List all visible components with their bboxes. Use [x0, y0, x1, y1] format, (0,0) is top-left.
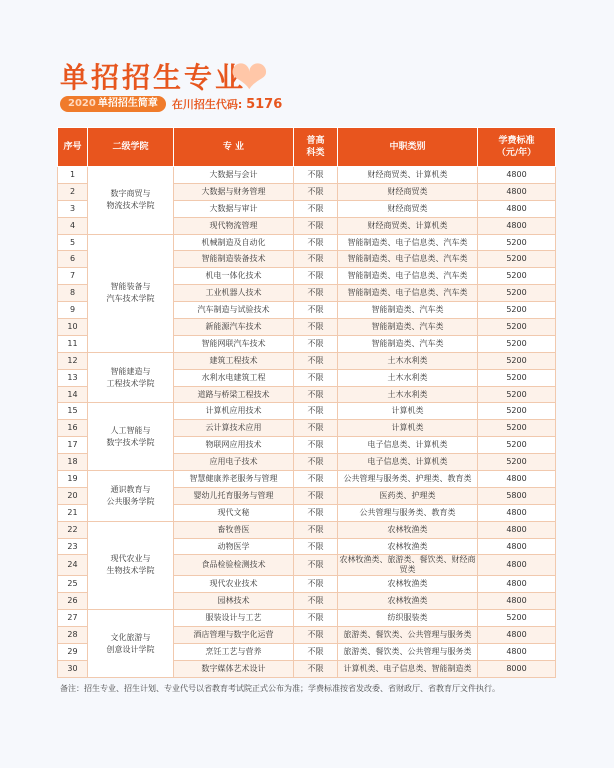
- cell-index: 21: [58, 504, 88, 521]
- cell-vocational: 纺织服装类: [338, 610, 478, 627]
- col-tuition-header: 学费标准 （元/年）: [478, 128, 556, 167]
- cell-tuition: 5200: [478, 454, 556, 471]
- cell-major: 服装设计与工艺: [174, 610, 294, 627]
- cell-tuition: 5200: [478, 437, 556, 454]
- cell-major: 道路与桥梁工程技术: [174, 386, 294, 403]
- cell-track: 不限: [294, 167, 338, 184]
- cell-track: 不限: [294, 403, 338, 420]
- table-row: [58, 234, 556, 251]
- cell-major: 大数据与审计: [174, 200, 294, 217]
- cell-tuition: 5200: [478, 285, 556, 302]
- subtitle-label: 单招招生简章: [97, 98, 158, 109]
- cell-vocational: 农林牧渔类: [338, 576, 478, 593]
- cell-index: 1: [58, 167, 88, 184]
- page-title: 单招招生专业: [60, 61, 247, 94]
- cell-tuition: 8000: [478, 660, 556, 677]
- cell-major: 大数据与财务管理: [174, 183, 294, 200]
- cell-major: 智慧健康养老服务与管理: [174, 471, 294, 488]
- cell-vocational: 农林牧渔类: [338, 538, 478, 555]
- cell-track: 不限: [294, 183, 338, 200]
- table-row: [58, 352, 556, 369]
- cell-track: 不限: [294, 504, 338, 521]
- cell-tuition: 5200: [478, 234, 556, 251]
- cell-tuition: 4800: [478, 538, 556, 555]
- cell-index: 6: [58, 251, 88, 268]
- cell-vocational: 医药类、护理类: [338, 487, 478, 504]
- cell-major: 工业机器人技术: [174, 285, 294, 302]
- cell-track: 不限: [294, 644, 338, 661]
- cell-index: 30: [58, 660, 88, 677]
- cell-major: 畜牧兽医: [174, 521, 294, 538]
- cell-track: 不限: [294, 627, 338, 644]
- cell-major: 机械制造及自动化: [174, 234, 294, 251]
- col-school-header: 二级学院: [88, 128, 174, 167]
- cell-tuition: 4800: [478, 183, 556, 200]
- cell-major: 现代物流管理: [174, 217, 294, 234]
- subtitle-pill: [60, 96, 166, 112]
- cell-track: 不限: [294, 386, 338, 403]
- cell-vocational: 智能制造类、汽车类: [338, 335, 478, 352]
- cell-vocational: 智能制造类、电子信息类、汽车类: [338, 268, 478, 285]
- cell-tuition: 5200: [478, 302, 556, 319]
- cell-vocational: 土木水利类: [338, 352, 478, 369]
- cell-tuition: 5200: [478, 352, 556, 369]
- cell-major: 大数据与会计: [174, 167, 294, 184]
- cell-vocational: 土木水利类: [338, 386, 478, 403]
- cell-index: 22: [58, 521, 88, 538]
- year-label: 2020: [68, 98, 96, 109]
- cell-track: 不限: [294, 471, 338, 488]
- cell-track: 不限: [294, 576, 338, 593]
- enrollment-code: [172, 96, 282, 112]
- cell-tuition: 5200: [478, 369, 556, 386]
- cell-vocational: 电子信息类、计算机类: [338, 454, 478, 471]
- cell-tuition: 4800: [478, 644, 556, 661]
- cell-school: 智能装备与 汽车技术学院: [88, 234, 174, 352]
- cell-track: 不限: [294, 610, 338, 627]
- cell-major: 新能源汽车技术: [174, 319, 294, 336]
- cell-tuition: 4800: [478, 217, 556, 234]
- col-major-header: 专 业: [174, 128, 294, 167]
- cell-major: 水利水电建筑工程: [174, 369, 294, 386]
- cell-index: 26: [58, 593, 88, 610]
- cell-track: 不限: [294, 454, 338, 471]
- cell-school: 通识教育与 公共服务学院: [88, 471, 174, 522]
- cell-vocational: 财经商贸类、计算机类: [338, 217, 478, 234]
- cell-major: 机电一体化技术: [174, 268, 294, 285]
- cell-major: 计算机应用技术: [174, 403, 294, 420]
- cell-track: 不限: [294, 521, 338, 538]
- col-vocational-header: 中职类别: [338, 128, 478, 167]
- table-row: [58, 471, 556, 488]
- cell-track: 不限: [294, 217, 338, 234]
- cell-tuition: 4800: [478, 471, 556, 488]
- cell-vocational: 财经商贸类: [338, 200, 478, 217]
- cell-vocational: 旅游类、餐饮类、公共管理与服务类: [338, 627, 478, 644]
- cell-track: 不限: [294, 437, 338, 454]
- cell-index: 4: [58, 217, 88, 234]
- cell-major: 现代农业技术: [174, 576, 294, 593]
- cell-index: 15: [58, 403, 88, 420]
- cell-tuition: 5200: [478, 610, 556, 627]
- cell-tuition: 5200: [478, 319, 556, 336]
- cell-index: 9: [58, 302, 88, 319]
- cell-vocational: 智能制造类、汽车类: [338, 302, 478, 319]
- cell-index: 2: [58, 183, 88, 200]
- cell-index: 20: [58, 487, 88, 504]
- cell-major: 云计算技术应用: [174, 420, 294, 437]
- cell-index: 25: [58, 576, 88, 593]
- cell-major: 烹饪工艺与营养: [174, 644, 294, 661]
- cell-vocational: 计算机类: [338, 420, 478, 437]
- cell-index: 7: [58, 268, 88, 285]
- cell-tuition: 5200: [478, 335, 556, 352]
- cell-tuition: 4800: [478, 521, 556, 538]
- cell-vocational: 财经商贸类、计算机类: [338, 167, 478, 184]
- table-body: [58, 167, 556, 678]
- cell-index: 11: [58, 335, 88, 352]
- cell-vocational: 智能制造类、电子信息类、汽车类: [338, 234, 478, 251]
- cell-vocational: 财经商贸类: [338, 183, 478, 200]
- cell-vocational: 公共管理与服务类、教育类: [338, 504, 478, 521]
- cell-vocational: 公共管理与服务类、护理类、教育类: [338, 471, 478, 488]
- cell-track: 不限: [294, 234, 338, 251]
- cell-major: 数字媒体艺术设计: [174, 660, 294, 677]
- cell-major: 婴幼儿托育服务与管理: [174, 487, 294, 504]
- cell-index: 18: [58, 454, 88, 471]
- cell-index: 10: [58, 319, 88, 336]
- cell-school: 文化旅游与 创意设计学院: [88, 610, 174, 678]
- table-row: [58, 521, 556, 538]
- cell-school: 智能建造与 工程技术学院: [88, 352, 174, 403]
- cell-tuition: 5800: [478, 487, 556, 504]
- majors-table: [57, 127, 556, 678]
- cell-vocational: 农林牧渔类: [338, 521, 478, 538]
- table-header-row: [58, 128, 556, 167]
- cell-track: 不限: [294, 538, 338, 555]
- cell-major: 应用电子技术: [174, 454, 294, 471]
- cell-school: 数字商贸与 物流技术学院: [88, 167, 174, 235]
- cell-vocational: 智能制造类、电子信息类、汽车类: [338, 251, 478, 268]
- cell-major: 智能网联汽车技术: [174, 335, 294, 352]
- cell-index: 8: [58, 285, 88, 302]
- cell-vocational: 智能制造类、电子信息类、汽车类: [338, 285, 478, 302]
- cell-index: 19: [58, 471, 88, 488]
- table-row: [58, 403, 556, 420]
- cell-track: 不限: [294, 352, 338, 369]
- cell-index: 24: [58, 555, 88, 576]
- table-row: [58, 167, 556, 184]
- cell-school: 现代农业与 生物技术学院: [88, 521, 174, 610]
- cell-track: 不限: [294, 335, 338, 352]
- cell-tuition: 5200: [478, 268, 556, 285]
- cell-school: 人工智能与 数字技术学院: [88, 403, 174, 471]
- cell-index: 12: [58, 352, 88, 369]
- cell-track: 不限: [294, 369, 338, 386]
- subtitle-ribbon: [60, 96, 282, 112]
- footnote: 备注：招生专业、招生计划、专业代号以省教育考试院正式公布为准；学费标准按省发改委、省财政厅、省教育厅文件执行。: [60, 684, 500, 693]
- cell-major: 食品检验检测技术: [174, 555, 294, 576]
- cell-index: 14: [58, 386, 88, 403]
- cell-track: 不限: [294, 285, 338, 302]
- cell-index: 28: [58, 627, 88, 644]
- cell-tuition: 4800: [478, 576, 556, 593]
- cell-track: 不限: [294, 302, 338, 319]
- code-label: 在川招生代码:: [171, 98, 243, 111]
- table-row: [58, 610, 556, 627]
- cell-index: 17: [58, 437, 88, 454]
- cell-tuition: 4800: [478, 200, 556, 217]
- cell-tuition: 4800: [478, 504, 556, 521]
- cell-index: 29: [58, 644, 88, 661]
- cell-major: 园林技术: [174, 593, 294, 610]
- cell-track: 不限: [294, 487, 338, 504]
- cell-tuition: 5200: [478, 420, 556, 437]
- cell-track: 不限: [294, 555, 338, 576]
- cell-major: 动物医学: [174, 538, 294, 555]
- cell-track: 不限: [294, 319, 338, 336]
- col-index-header: 序号: [58, 128, 88, 167]
- cell-major: 酒店管理与数字化运营: [174, 627, 294, 644]
- cell-index: 27: [58, 610, 88, 627]
- cell-track: 不限: [294, 593, 338, 610]
- cell-track: 不限: [294, 251, 338, 268]
- cell-tuition: 5200: [478, 251, 556, 268]
- cell-major: 智能制造装备技术: [174, 251, 294, 268]
- cell-vocational: 旅游类、餐饮类、公共管理与服务类: [338, 644, 478, 661]
- cell-tuition: 4800: [478, 593, 556, 610]
- cell-track: 不限: [294, 200, 338, 217]
- cell-track: 不限: [294, 268, 338, 285]
- cell-tuition: 5200: [478, 403, 556, 420]
- cell-major: 汽车制造与试验技术: [174, 302, 294, 319]
- cell-vocational: 电子信息类、计算机类: [338, 437, 478, 454]
- cell-track: 不限: [294, 660, 338, 677]
- cell-vocational: 农林牧渔类、旅游类、餐饮类、财经商贸类: [339, 555, 476, 575]
- cell-tuition: 4800: [478, 167, 556, 184]
- cell-tuition: 4800: [478, 627, 556, 644]
- cell-major: 建筑工程技术: [174, 352, 294, 369]
- cell-index: 23: [58, 538, 88, 555]
- cell-vocational: 土木水利类: [338, 369, 478, 386]
- cell-vocational: 计算机类、电子信息类、智能制造类: [338, 660, 478, 677]
- heart-icon: ❤: [230, 50, 269, 104]
- cell-vocational: 智能制造类、汽车类: [338, 319, 478, 336]
- cell-tuition: 4800: [478, 555, 556, 576]
- cell-major: 现代文秘: [174, 504, 294, 521]
- cell-track: 不限: [294, 420, 338, 437]
- cell-vocational: 农林牧渔类: [338, 593, 478, 610]
- cell-index: 3: [58, 200, 88, 217]
- cell-index: 5: [58, 234, 88, 251]
- cell-index: 13: [58, 369, 88, 386]
- cell-tuition: 5200: [478, 386, 556, 403]
- col-track-header: 普高 科类: [294, 128, 338, 167]
- cell-major: 物联网应用技术: [174, 437, 294, 454]
- code-value: 5176: [246, 97, 283, 112]
- cell-index: 16: [58, 420, 88, 437]
- cell-vocational: 计算机类: [338, 403, 478, 420]
